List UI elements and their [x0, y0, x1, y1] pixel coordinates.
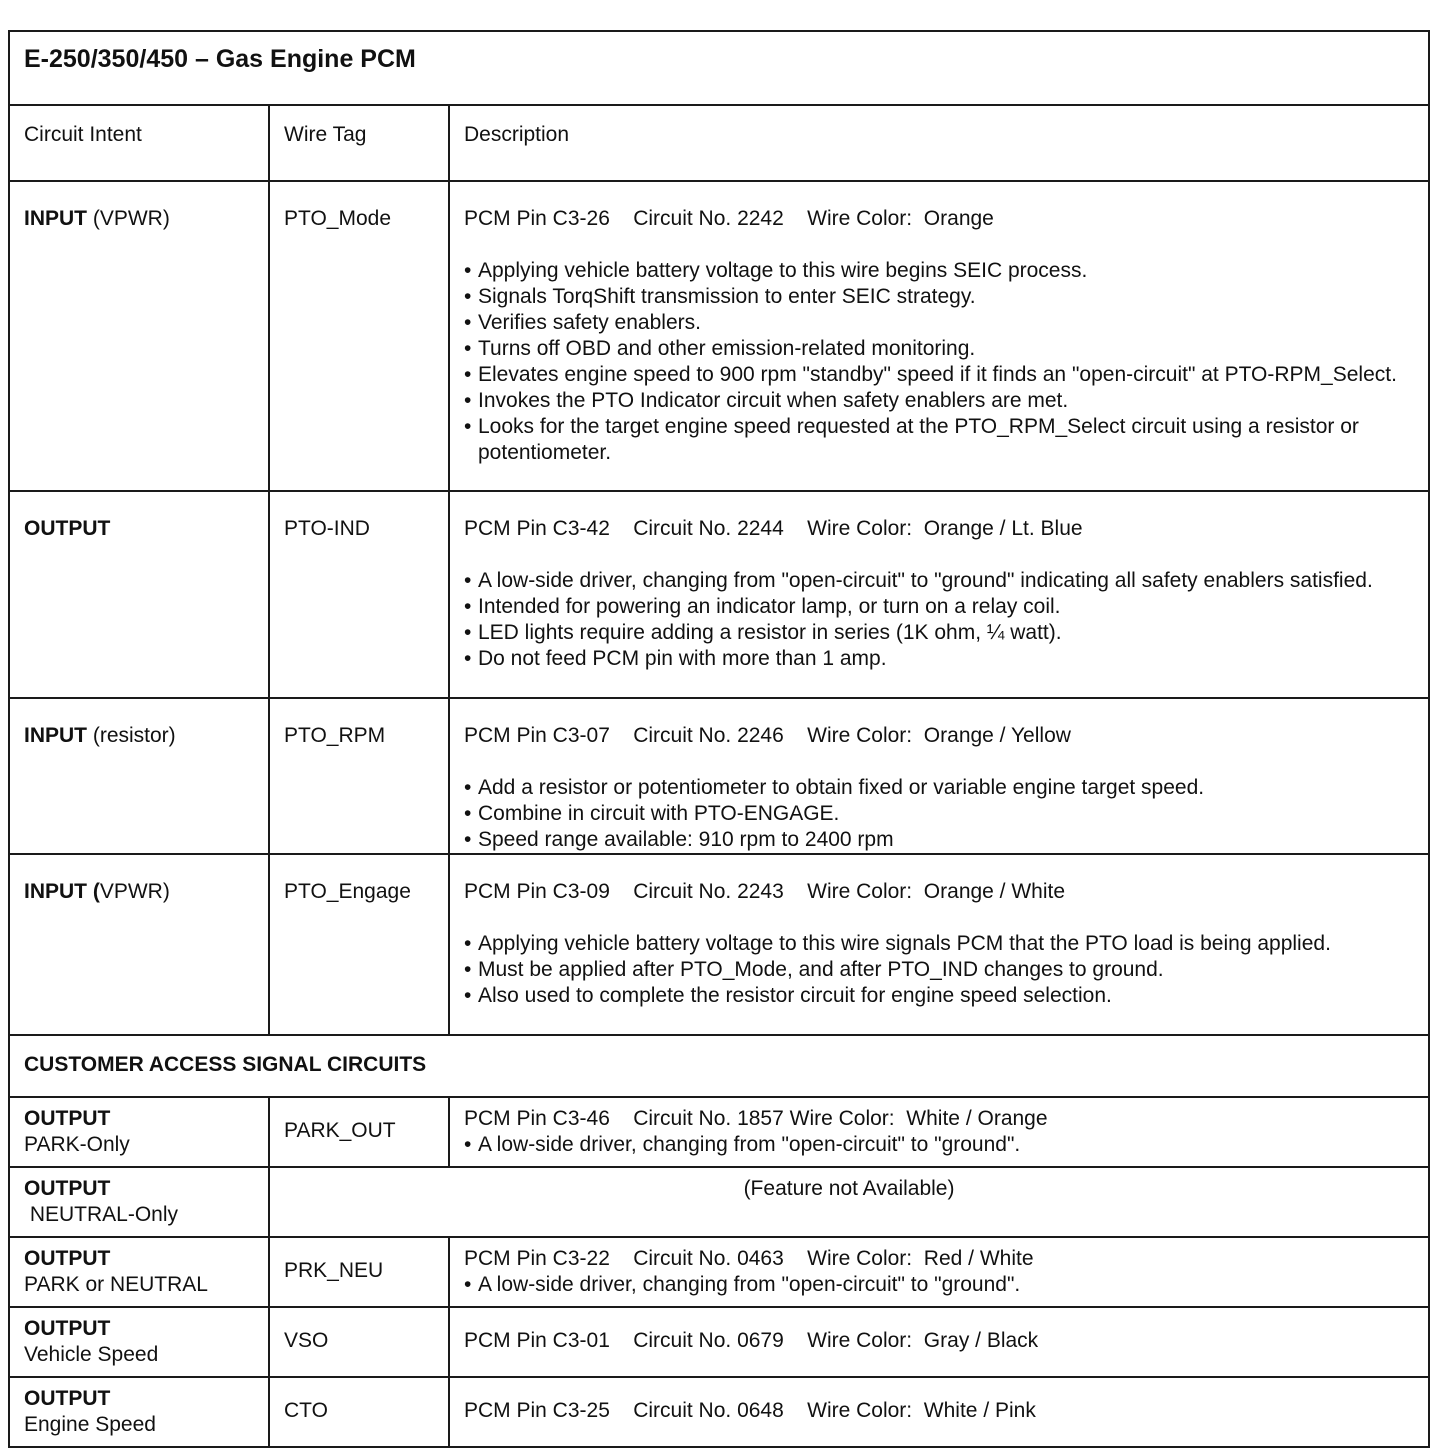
- wire-tag-cell: PTO_RPM: [269, 698, 449, 854]
- description-cell: [449, 698, 1429, 854]
- section-row: [9, 1035, 1429, 1097]
- pin-info: PCM Pin C3-25 Circuit No. 0648 Wire Color: White / Pink: [464, 1399, 1036, 1422]
- pin-info: PCM Pin C3-22 Circuit No. 0463 Wire Color: Red / White: [464, 1247, 1034, 1270]
- wire-tag-cell: PTO_Mode: [269, 181, 449, 491]
- section-title: CUSTOMER ACCESS SIGNAL CIRCUITS: [9, 1035, 1429, 1097]
- circuit-kind: OUTPUT: [24, 517, 111, 540]
- list-item: • LED lights require adding a resistor in series (1K ohm, ¼ watt).: [464, 620, 1414, 646]
- bullet-list: [464, 1132, 1414, 1158]
- pin-info: PCM Pin C3-01 Circuit No. 0679 Wire Color: Gray / Black: [464, 1329, 1039, 1352]
- list-item: • Speed range available: 910 rpm to 2400 rpm: [464, 827, 1414, 853]
- pin-info: PCM Pin C3-46 Circuit No. 1857 Wire Color: White / Orange: [464, 1107, 1048, 1130]
- header-circuit-intent: Circuit Intent: [9, 105, 269, 181]
- circuit-kind-note: (VPWR): [87, 207, 170, 230]
- list-item: • Applying vehicle battery voltage to this wire signals PCM that the PTO load is being applied.: [464, 931, 1414, 957]
- circuit-kind: INPUT (: [24, 880, 100, 903]
- pcm-circuit-table: [8, 30, 1430, 1448]
- circuit-subtype: NEUTRAL-Only: [24, 1203, 179, 1226]
- title-row: [9, 31, 1429, 105]
- description-cell: [449, 1237, 1429, 1307]
- circuit-subtype: PARK-Only: [24, 1133, 130, 1156]
- circuit-intent-cell: [9, 181, 269, 491]
- description-cell: [449, 491, 1429, 698]
- circuit-kind: INPUT: [24, 207, 87, 230]
- bullet-list: [464, 931, 1414, 1009]
- bullet-list: [464, 258, 1414, 466]
- list-item: • A low-side driver, changing from "open-circuit" to "ground".: [464, 1132, 1414, 1158]
- table-title: E-250/350/450 – Gas Engine PCM: [9, 31, 1429, 105]
- bullet-list: [464, 775, 1414, 853]
- list-item: • Turns off OBD and other emission-related monitoring.: [464, 336, 1414, 362]
- list-item: • Signals TorqShift transmission to enter SEIC strategy.: [464, 284, 1414, 310]
- bullet-list: [464, 1272, 1414, 1298]
- pin-info: PCM Pin C3-07 Circuit No. 2246 Wire Color: Orange / Yellow: [464, 724, 1071, 747]
- circuit-kind: INPUT: [24, 724, 87, 747]
- list-item: • Add a resistor or potentiometer to obtain fixed or variable engine target speed.: [464, 775, 1414, 801]
- table-row: [9, 1097, 1429, 1167]
- wire-tag-cell: CTO: [269, 1377, 449, 1447]
- header-description: Description: [449, 105, 1429, 181]
- table-row: [9, 854, 1429, 1035]
- list-item: • Elevates engine speed to 900 rpm "standby" speed if it finds an "open-circuit" at PTO-RPM_Select.: [464, 362, 1414, 388]
- wire-tag-cell: PARK_OUT: [269, 1097, 449, 1167]
- table-row: [9, 1307, 1429, 1377]
- description-cell: [449, 181, 1429, 491]
- pin-info: PCM Pin C3-26 Circuit No. 2242 Wire Color: Orange: [464, 207, 994, 230]
- list-item: • Applying vehicle battery voltage to this wire begins SEIC process.: [464, 258, 1414, 284]
- list-item: • Invokes the PTO Indicator circuit when safety enablers are met.: [464, 388, 1414, 414]
- table-row: [9, 181, 1429, 491]
- circuit-kind: OUTPUT: [24, 1247, 111, 1270]
- description-cell: [449, 1377, 1429, 1447]
- circuit-intent-cell: [9, 1307, 269, 1377]
- circuit-kind-note: (resistor): [87, 724, 176, 747]
- description-cell: [449, 854, 1429, 1035]
- wire-tag-cell: VSO: [269, 1307, 449, 1377]
- circuit-kind: OUTPUT: [24, 1317, 111, 1340]
- circuit-intent-cell: [9, 1377, 269, 1447]
- circuit-intent-cell: [9, 698, 269, 854]
- circuit-intent-cell: [9, 1097, 269, 1167]
- table-row: [9, 1237, 1429, 1307]
- bullet-list: [464, 568, 1414, 672]
- list-item: • A low-side driver, changing from "open-circuit" to "ground" indicating all safety enablers satisfied.: [464, 568, 1414, 594]
- circuit-intent-cell: [9, 1237, 269, 1307]
- table-row: [9, 1377, 1429, 1447]
- circuit-subtype: PARK or NEUTRAL: [24, 1273, 208, 1296]
- wire-tag-cell: PRK_NEU: [269, 1237, 449, 1307]
- header-row: [9, 105, 1429, 181]
- circuit-kind: OUTPUT: [24, 1177, 111, 1200]
- table-row: [9, 1167, 1429, 1237]
- description-cell: [449, 1307, 1429, 1377]
- list-item: • Must be applied after PTO_Mode, and after PTO_IND changes to ground.: [464, 957, 1414, 983]
- list-item: • Looks for the target engine speed requested at the PTO_RPM_Select circuit using a resistor or potentiometer.: [464, 414, 1414, 466]
- circuit-intent-cell: [9, 854, 269, 1035]
- feature-not-available: (Feature not Available): [269, 1167, 1429, 1237]
- list-item: • Also used to complete the resistor circuit for engine speed selection.: [464, 983, 1414, 1009]
- table-row: [9, 491, 1429, 698]
- circuit-kind-note: VPWR): [99, 880, 170, 903]
- circuit-kind: OUTPUT: [24, 1107, 111, 1130]
- wire-tag-cell: PTO_Engage: [269, 854, 449, 1035]
- circuit-intent-cell: [9, 491, 269, 698]
- list-item: • Intended for powering an indicator lamp, or turn on a relay coil.: [464, 594, 1414, 620]
- circuit-kind: OUTPUT: [24, 1387, 111, 1410]
- circuit-intent-cell: [9, 1167, 269, 1237]
- pin-info: PCM Pin C3-09 Circuit No. 2243 Wire Color: Orange / White: [464, 880, 1066, 903]
- list-item: • Verifies safety enablers.: [464, 310, 1414, 336]
- table-row: [9, 698, 1429, 854]
- circuit-subtype: Engine Speed: [24, 1413, 156, 1436]
- pin-info: PCM Pin C3-42 Circuit No. 2244 Wire Color: Orange / Lt. Blue: [464, 517, 1083, 540]
- description-cell: [449, 1097, 1429, 1167]
- circuit-subtype: Vehicle Speed: [24, 1343, 159, 1366]
- wire-tag-cell: PTO-IND: [269, 491, 449, 698]
- header-wire-tag: Wire Tag: [269, 105, 449, 181]
- list-item: • A low-side driver, changing from "open-circuit" to "ground".: [464, 1272, 1414, 1298]
- list-item: • Do not feed PCM pin with more than 1 amp.: [464, 646, 1414, 672]
- list-item: • Combine in circuit with PTO-ENGAGE.: [464, 801, 1414, 827]
